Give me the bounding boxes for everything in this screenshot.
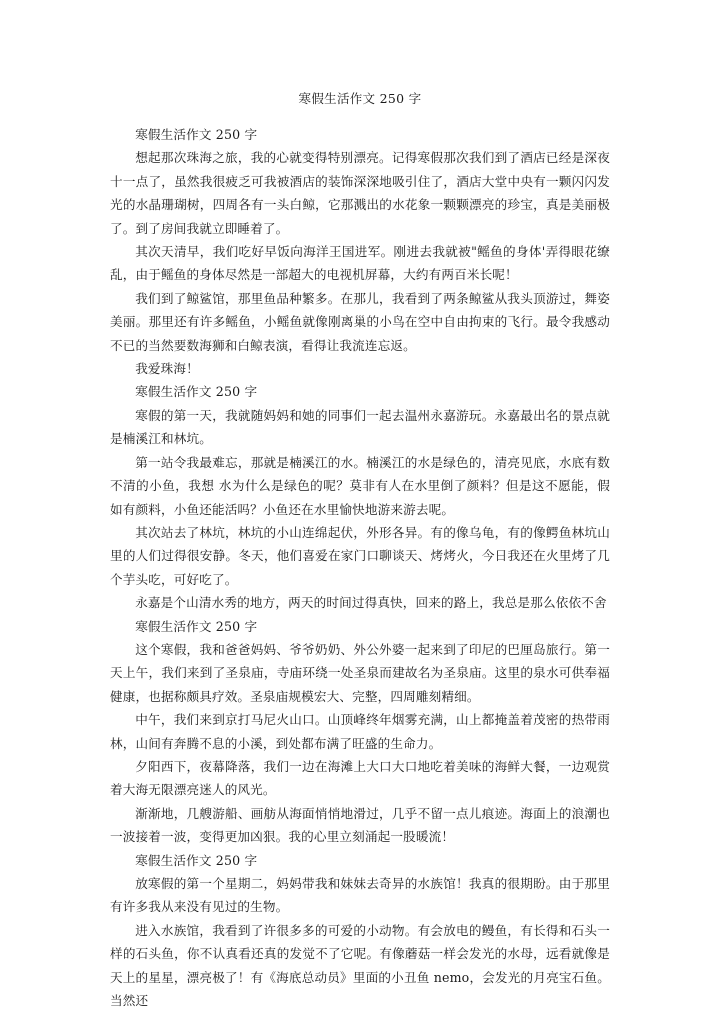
document-body <box>110 123 610 1012</box>
paragraph: 这个寒假，我和爸爸妈妈、爷爷奶奶、外公外婆一起来到了印尼的巴厘岛旅行。第一天上午，我们来到了圣泉庙，寺庙环绕一处圣泉而建故名为圣泉庙。这里的泉水可供奉福健康，也据称颇具疗效。圣泉庙规模宏大、完整，四周雕刻精细。 <box>110 641 610 704</box>
paragraph: 渐渐地，几艘游船、画舫从海面悄悄地滑过，几乎不留一点儿痕迹。海面上的浪潮也一波接着一波，变得更加凶狠。我的心里立刻涌起一股暖流！ <box>110 805 610 845</box>
paragraph: 永嘉是个山清水秀的地方，两天的时间过得真快，回来的路上，我总是那么依依不舍 <box>135 595 607 611</box>
paragraph: 寒假的第一天，我就随妈妈和她的同事们一起去温州永嘉游玩。永嘉最出名的景点就是楠溪江和林坑。 <box>110 407 610 447</box>
paragraph: 其次站去了林坑，林坑的小山连绵起伏，外形各异。有的像乌龟，有的像鳄鱼林坑山里的人们过得很安静。冬天，他们喜爱在家门口聊谈天、烤烤火，今日我还在火里烤了几个芋头吃，可好吃了。 <box>110 524 610 587</box>
paragraph: 想起那次珠海之旅，我的心就变得特别漂亮。记得寒假那次我们到了酒店已经是深夜十一点了，虽然我很疲乏可我被酒店的装饰深深地吸引住了，酒店大堂中央有一颗闪闪发光的水晶珊瑚树，四周各有一头白鲸，它那溅出的水花象一颗颗漂亮的珍宝，真是美丽极了。到了房间我就立即睡着了。 <box>110 150 610 236</box>
paragraph: 放寒假的第一个星期二，妈妈带我和妹妹去奇异的水族馆！我真的很期盼。由于那里有许多我从来没有见过的生物。 <box>110 876 610 915</box>
paragraph: 寒假生活作文 250 字 <box>135 384 258 400</box>
paragraph: 第一站令我最难忘，那就是楠溪江的水。楠溪江的水是绿色的，清亮见底，水底有数不清的小鱼，我想 水为什么是绿色的呢？莫非有人在水里倒了颜料？但是这不愿能，假如有颜料，小鱼还能活吗？小鱼还在水里愉快地游来游去呢。 <box>110 454 610 517</box>
document-title: 寒假生活作文 250 字 <box>298 91 422 106</box>
paragraph: 中午，我们来到京打马尼火山口。山顶峰终年烟雾充满，山上都掩盖着茂密的热带雨林，山间有奔腾不息的小溪，到处都布满了旺盛的生命力。 <box>110 712 610 751</box>
paragraph: 我们到了鲸鲨馆，那里鱼品种繁多。在那儿，我看到了两条鲸鲨从我头顶游过，舞姿美丽。那里还有许多鳐鱼，小鳐鱼就像刚离巢的小鸟在空中自由拘束的飞行。最令我感动不已的当然要数海狮和白鲸表演，看得让我流连忘返。 <box>110 290 610 353</box>
paragraph: 夕阳西下，夜幕降落，我们一边在海滩上大口大口地吃着美味的海鲜大餐，一边观赏着大海无限漂亮迷人的风光。 <box>110 758 610 798</box>
paragraph: 寒假生活作文 250 字 <box>135 127 258 142</box>
paragraph: 我爱珠海！ <box>135 361 199 377</box>
paragraph: 寒假生活作文 250 字 <box>135 852 258 868</box>
paragraph: 其次天清早，我们吃好早饭向海洋王国进军。刚进去我就被"鳐鱼的身体'弄得眼花缭乱，由于鳐鱼的身体尽然是一部超大的电视机屏幕，大约有两百米长呢！ <box>110 244 610 283</box>
paragraph: 进入水族馆，我看到了许很多多的可爱的小动物。有会放电的鳗鱼，有长得和石头一样的石头鱼，你不认真看还真的发觉不了它呢。有像蘑菇一样会发光的水母，远看就像是天上的星星，漂亮极了！有《海底总动员》里面的小丑鱼 nemo，会发光的月亮宝石鱼。当然还 <box>110 922 610 1009</box>
paragraph: 寒假生活作文 250 字 <box>135 618 258 634</box>
